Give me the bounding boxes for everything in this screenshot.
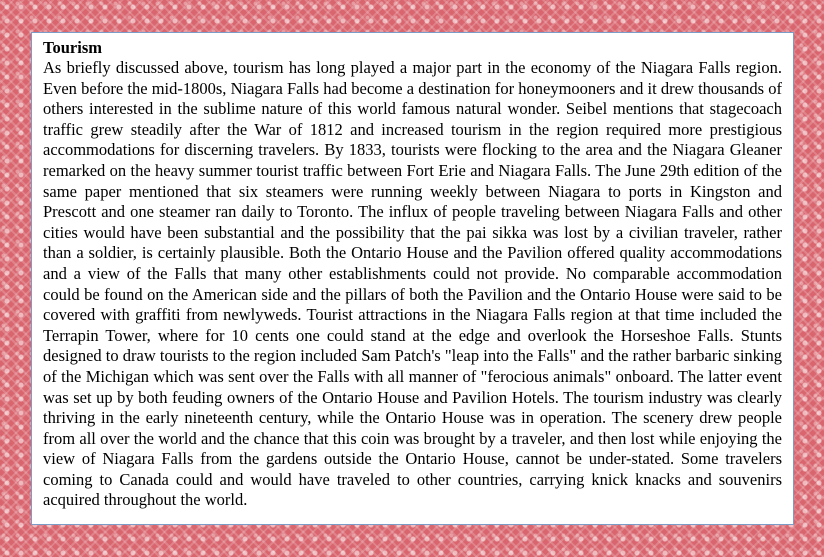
section-heading: Tourism xyxy=(43,38,102,57)
text-panel xyxy=(31,32,794,525)
body-paragraph: As briefly discussed above, tourism has long played a major part in the economy of the Niagara Falls region. Even before the mid-1800s, Niagara Falls had become a destination for honeymooners and it drew thousands of others interested in the sublime nature of this world famous natural wonder. Seibel mentions that stagecoach traffic grew steadily after the War of 1812 and increased tourism in the region required more prestigious accommodations for discerning travelers. By 1833, tourists were flocking to the area and the Niagara Gleaner remarked on the heavy summer tourist traffic between Fort Erie and Niagara Falls. The June 29th edition of the same paper mentioned that six steamers were running weekly between Niagara to ports in Kingston and Prescott and one steamer ran daily to Toronto. The influx of people traveling between Niagara Falls and other cities would have been substantial and the possibility that the pai sikka was lost by a civilian traveler, rather than a soldier, is certainly plausible. Both the Ontario House and the Pavilion offered quality accommodations and a view of the Falls that many other establishments could not provide. No comparable accommodation could be found on the American side and the pillars of both the Pavilion and the Ontario House were said to be covered with graffiti from newlyweds. Tourist attractions in the Niagara Falls region at that time included the Terrapin Tower, where for 10 cents one could stand at the edge and overlook the Horseshoe Falls. Stunts designed to draw tourists to the region included Sam Patch's "leap into the Falls" and the rather barbaric sinking of the Michigan which was sent over the Falls with all manner of "ferocious animals" onboard. The latter event was set up by both feuding owners of the Ontario House and Pavilion Hotels. The tourism industry was clearly thriving in the early nineteenth century, while the Ontario House was in operation. The scenery drew people from all over the world and the chance that this coin was brought by a traveler, and then lost while enjoying the view of Niagara Falls from the gardens outside the Ontario House, cannot be under-stated. Some travelers coming to Canada could and would have traveled to other countries, carrying knick knacks and souvenirs acquired throughout the world. xyxy=(43,58,782,510)
